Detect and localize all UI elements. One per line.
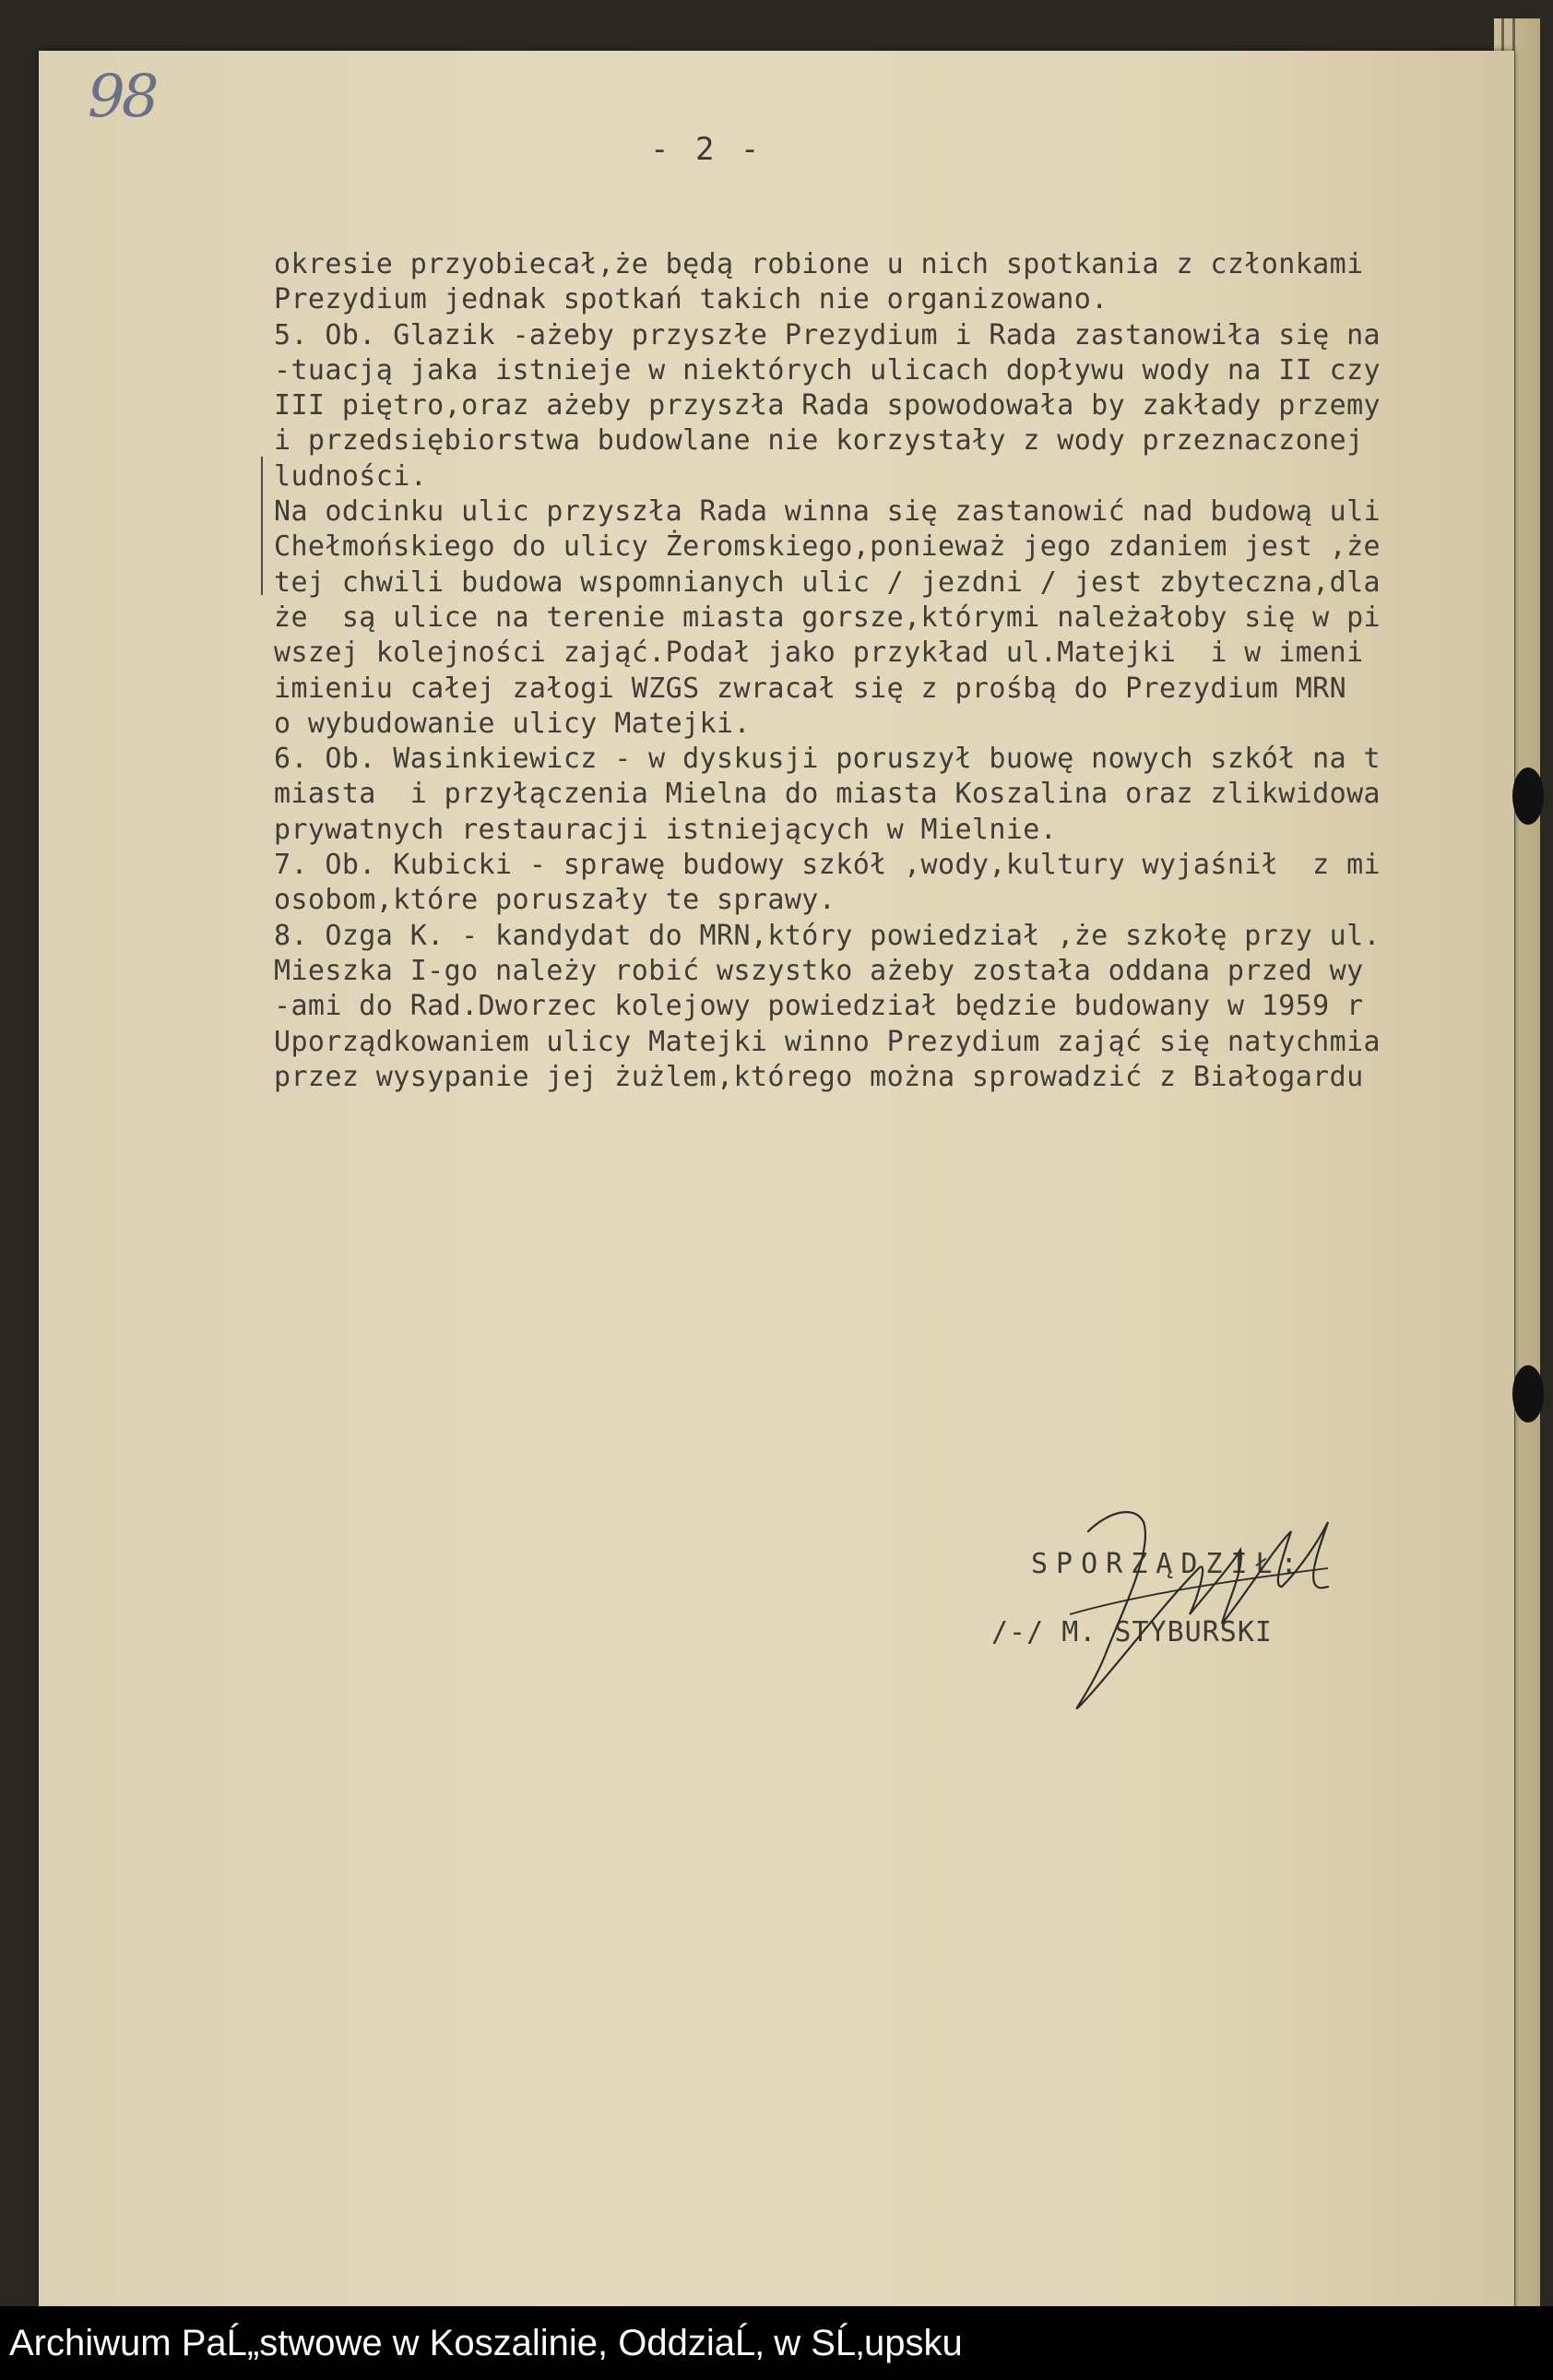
page-number: - 2 - bbox=[650, 131, 764, 168]
text-line: Chełmońskiego do ulicy Żeromskiego,ponieważ jego zdaniem jest ,że bbox=[274, 530, 1381, 564]
text-line: 5. Ob. Glazik -ażeby przyszłe Prezydium i Rada zastanowiła się na bbox=[274, 318, 1381, 351]
handwritten-signature bbox=[1051, 1494, 1383, 1734]
text-line: 7. Ob. Kubicki - sprawę budowy szkół ,wody,kultury wyjaśnił z mi bbox=[274, 849, 1381, 882]
signature-name: /-/ M. STYBURSKI bbox=[991, 1616, 1273, 1648]
text-line: okresie przyobiecał,że będą robione u nich spotkania z członkami bbox=[274, 248, 1364, 280]
signature-label: SPORZĄDZIŁ: bbox=[1031, 1548, 1306, 1580]
text-line: przez wysypanie jej żużlem,którego można sprowadzić z Białogardu bbox=[274, 1060, 1364, 1093]
margin-bracket-mark bbox=[261, 457, 268, 595]
document-body bbox=[274, 247, 1510, 1095]
text-line: imieniu całej załogi WZGS zwracał się z prośbą do Prezydium MRN bbox=[274, 672, 1347, 705]
text-line: że są ulice na terenie miasta gorsze,którymi należałoby się w pi bbox=[274, 601, 1381, 634]
punch-hole bbox=[1512, 768, 1544, 825]
text-line: miasta i przyłączenia Mielna do miasta Koszalina oraz zlikwidowa bbox=[274, 778, 1381, 811]
text-line: o wybudowanie ulicy Matejki. bbox=[274, 707, 751, 740]
text-line: ludności. bbox=[274, 459, 428, 493]
punch-hole bbox=[1512, 1365, 1544, 1422]
text-line: prywatnych restauracji istniejących w Mielnie. bbox=[274, 813, 1058, 846]
text-line: Prezydium jednak spotkań takich nie organizowano. bbox=[274, 283, 1108, 316]
text-line: osobom,które poruszały te sprawy. bbox=[274, 884, 836, 917]
text-line: Mieszka I-go należy robić wszystko ażeby została oddana przed wy bbox=[274, 954, 1364, 987]
text-line: 6. Ob. Wasinkiewicz - w dyskusji poruszył buowę nowych szkół na t bbox=[274, 743, 1381, 776]
text-line: Na odcinku ulic przyszła Rada winna się zastanowić nad budową uli bbox=[274, 495, 1381, 529]
folio-number: 98 bbox=[88, 63, 156, 131]
text-line: 8. Ozga K. - kandydat do MRN,który powiedział ,że szkołę przy ul. bbox=[274, 919, 1381, 952]
text-line: i przedsiębiorstwa budowlane nie korzystały z wody przeznaczonej bbox=[274, 424, 1364, 458]
text-line: -ami do Rad.Dworzec kolejowy powiedział będzie budowany w 1959 r bbox=[274, 990, 1364, 1023]
text-line: Uporządkowaniem ulicy Matejki winno Prezydium zająć się natychmia bbox=[274, 1025, 1381, 1058]
archive-caption: Archiwum PaĹ„stwowe w Koszalinie, OddziaĹ‚ w SĹ‚upsku bbox=[0, 2306, 1553, 2380]
text-line: wszej kolejności zająć.Podał jako przykład ul.Matejki i w imeni bbox=[274, 637, 1364, 670]
text-line: -tuacją jaka istnieje w niektórych ulicach dopływu wody na II czy bbox=[274, 353, 1381, 387]
text-line: tej chwili budowa wspomnianych ulic / jezdni / jest zbyteczna,dla bbox=[274, 565, 1381, 599]
text-line: III piętro,oraz ażeby przyszła Rada spowodowała by zakłady przemy bbox=[274, 389, 1381, 422]
